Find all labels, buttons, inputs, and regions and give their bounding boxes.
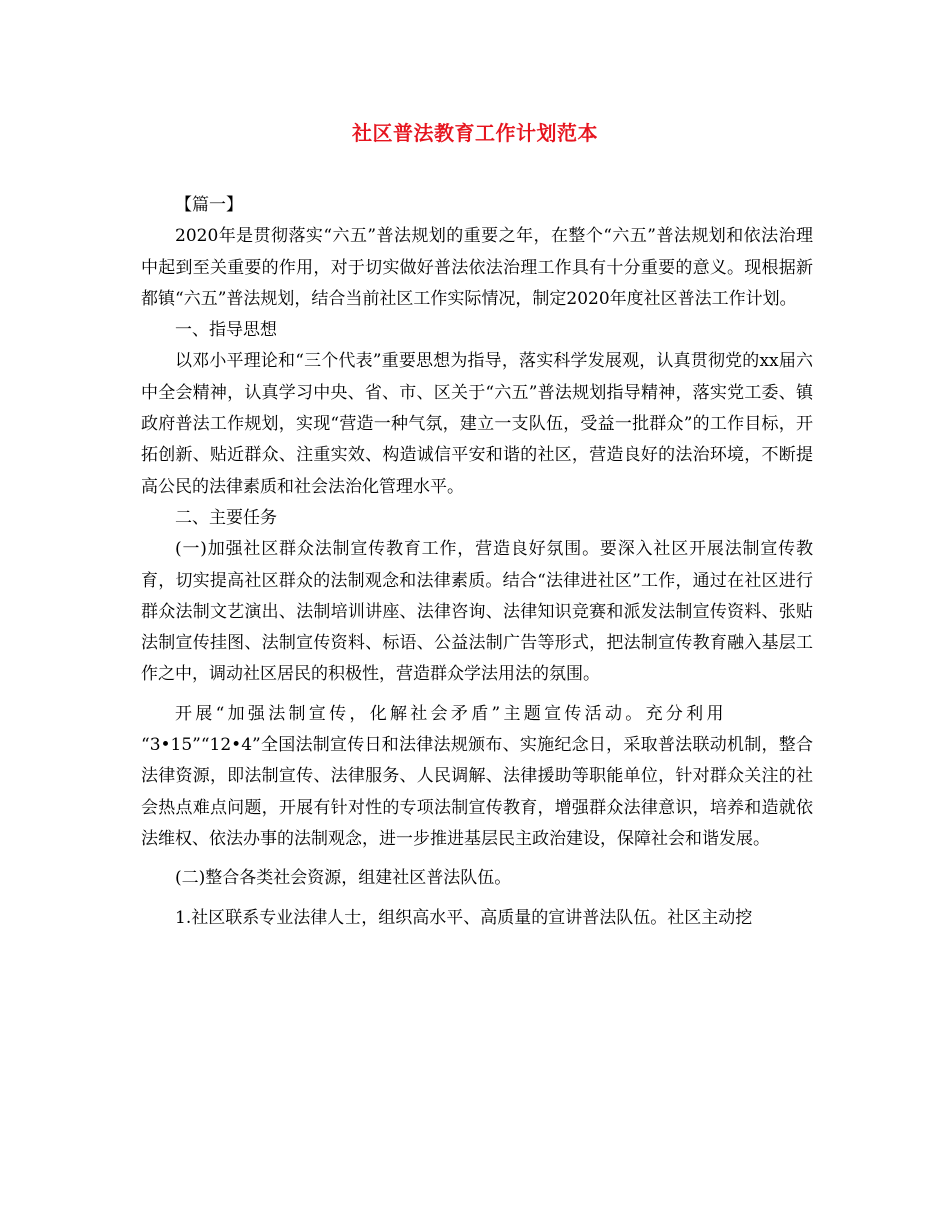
paragraph-guiding-thought: 以邓小平理论和“三个代表”重要思想为指导，落实科学发展观，认真贯彻党的xx届六中全会精神，认真学习中央、省、市、区关于“六五”普法规划指导精神，落实党工委、镇政府普法工作规划，实现“营造一种气氛，建立一支队伍，受益一批群众”的工作目标，开拓创新、贴近群众、注重实效、构造诚信平安和谐的社区，营造良好的法治环境，不断提高公民的法律素质和社会法治化管理水平。 — [141, 351, 813, 497]
document-body — [141, 190, 813, 934]
paragraph-task-2: (二)整合各类社会资源，组建社区普法队伍。 — [175, 868, 512, 889]
paragraph-intro: 2020年是贯彻落实“六五”普法规划的重要之年，在整个“六五”普法规划和依法治理中起到至关重要的作用，对于切实做好普法依法治理工作具有十分重要的意义。现根据新都镇“六五”普法规划，结合当前社区工作实际情况，制定2020年度社区普法工作计划。 — [141, 226, 813, 309]
paragraph-task-1: (一)加强社区群众法制宣传教育工作，营造良好氛围。要深入社区开展法制宣传教育，切实提高社区群众的法制观念和法律素质。结合“法律进社区”工作，通过在社区进行群众法制文艺演出、法制培训讲座、法律咨询、法律知识竞赛和派发法制宣传资料、张贴法制宣传挂图、法制宣传资料、标语、公益法制广告等形式，把法制宣传教育融入基层工作之中，调动社区居民的积极性，营造群众学法用法的氛围。 — [141, 539, 813, 685]
heading-main-tasks: 二、主要任务 — [175, 507, 277, 528]
document-title: 社区普法教育工作计划范本 — [352, 121, 598, 145]
paragraph-item-1: 1.社区联系专业法律人士，组织高水平、高质量的宣讲普法队伍。社区主动挖 — [175, 907, 753, 928]
heading-guiding-thought: 一、指导思想 — [175, 320, 277, 341]
part-label: 【篇一】 — [175, 195, 243, 215]
paragraph-activity-line-1: 开展“加强法制宣传，化解社会矛盾”主题宣传活动。充分利用 — [175, 703, 727, 724]
paragraph-activity-rest: “3•15”“12•4”全国法制宣传日和法律法规颁布、实施纪念日，采取普法联动机制，整合法律资源，即法制宣传、法律服务、人民调解、法律援助等职能单位，针对群众关注的社会热点难点问题，开展有针对性的专项法制宣传教育，增强群众法律意识，培养和造就依法维权、依法办事的法制观念，进一步推进基层民主政治建设，保障社会和谐发展。 — [141, 735, 813, 849]
